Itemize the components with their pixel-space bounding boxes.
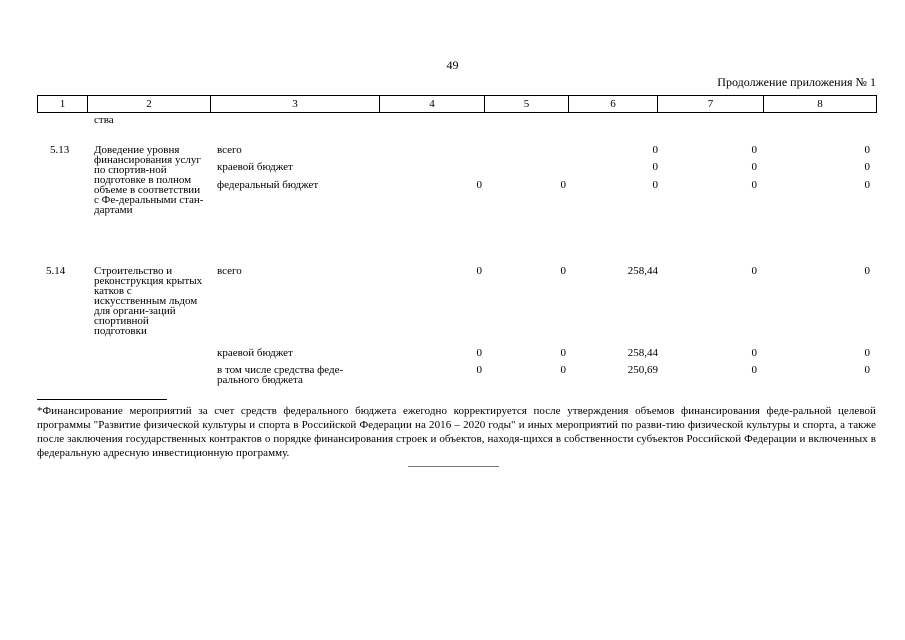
footnote-text: *Финансирование мероприятий за счет средств федерального бюджета ежегодно корректируется после утверждения объемов финансирования феде-ральной целевой программы "Развитие физической культуры и спорта в Российской Федерации на 2016 – 2020 годы" и иных мероприятий по разви-тию физической культуры и спорта, а также после заключения государственных контрактов о порядке финансирования строек и объектов, находя-щихся в собственности субъектов Российской Федерации и включенных в федеральную адресную инвестиционную программу.: [37, 405, 876, 459]
cell-col7: 0: [751, 364, 757, 376]
row-id: 5.13: [50, 144, 70, 156]
cell-col4: 0: [476, 265, 482, 277]
cell-col6: 258,44: [627, 265, 658, 277]
cell-col5: 0: [560, 265, 566, 277]
cell-col8: 0: [864, 144, 870, 156]
column-header: 1: [38, 96, 88, 113]
cell-col4: 0: [476, 179, 482, 191]
cell-col4: 0: [476, 347, 482, 359]
column-header: 6: [569, 96, 658, 113]
funding-source: федеральный бюджет: [217, 179, 319, 191]
cell-col7: 0: [751, 161, 757, 173]
end-divider: [408, 466, 499, 467]
cell-col8: 0: [864, 265, 870, 277]
cell-col5: 0: [560, 179, 566, 191]
footnote-separator: [37, 399, 167, 400]
funding-source: всего: [217, 265, 242, 277]
row-id: 5.14: [46, 265, 66, 277]
cell-col8: 0: [864, 347, 870, 359]
cell-col8: 0: [864, 179, 870, 191]
cell-col6: 0: [652, 144, 658, 156]
column-header: 2: [88, 96, 211, 113]
column-header: 5: [485, 96, 569, 113]
cell-col6: 250,69: [627, 364, 658, 376]
cell-col7: 0: [751, 347, 757, 359]
carryover-text: ства: [94, 114, 114, 126]
cell-col7: 0: [751, 265, 757, 277]
column-header: 3: [211, 96, 380, 113]
cell-col5: 0: [560, 347, 566, 359]
cell-col7: 0: [751, 144, 757, 156]
page-number: 49: [446, 58, 459, 72]
cell-col5: 0: [560, 364, 566, 376]
row-title: Доведение уровня финансирования услуг по спортив-ной подготовке в полном объеме в соответствии с Фе-деральными стан-дартами: [94, 144, 204, 216]
row-title: Строительство и реконструкция крытых катков с искусственным льдом для органи-заций спортивной подготовки: [94, 265, 203, 337]
funding-source: краевой бюджет: [217, 347, 293, 359]
column-header: 8: [764, 96, 877, 113]
cell-col8: 0: [864, 161, 870, 173]
column-header: 4: [380, 96, 485, 113]
funding-source: в том числе средства феде-рального бюджета: [217, 364, 344, 386]
funding-source: краевой бюджет: [217, 161, 293, 173]
cell-col6: 258,44: [627, 347, 658, 359]
cell-col6: 0: [652, 179, 658, 191]
funding-source: всего: [217, 144, 242, 156]
column-header-table: [37, 95, 877, 113]
cell-col4: 0: [476, 364, 482, 376]
cell-col8: 0: [864, 364, 870, 376]
cell-col6: 0: [652, 161, 658, 173]
continuation-label: Продолжение приложения № 1: [717, 75, 876, 89]
cell-col7: 0: [751, 179, 757, 191]
column-header: 7: [658, 96, 764, 113]
